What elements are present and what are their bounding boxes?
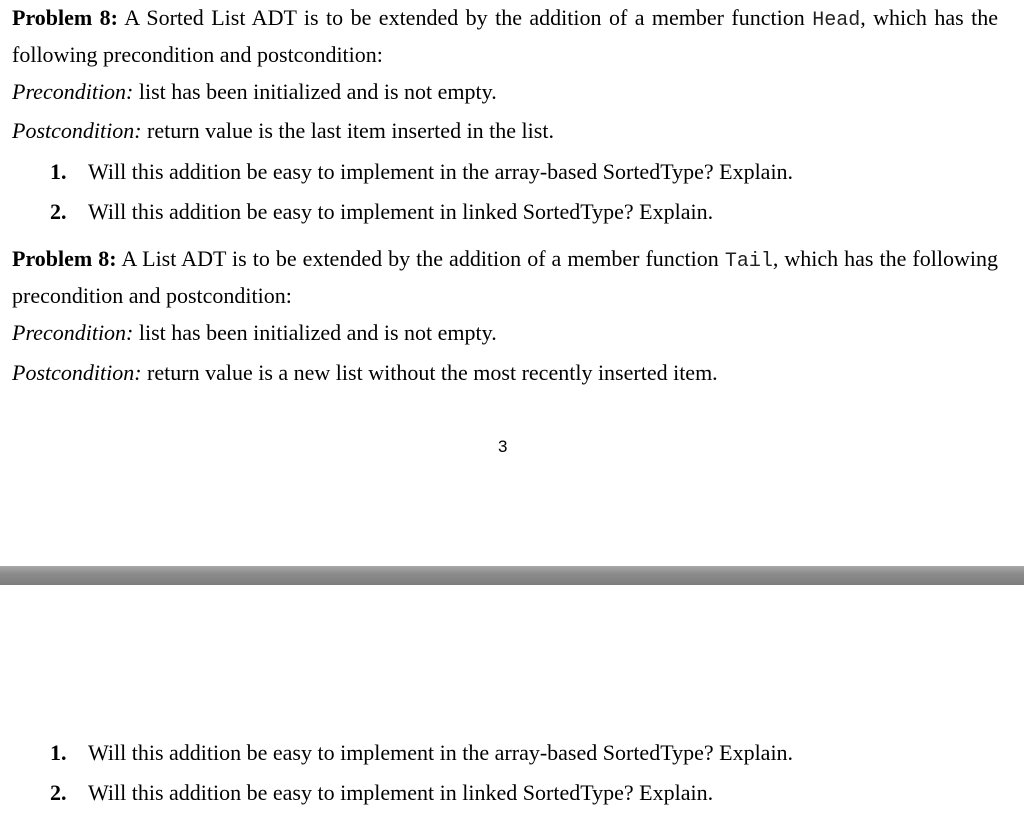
problem-b-function-name: Tail xyxy=(724,250,773,273)
problem-a-function-name: Head xyxy=(812,9,861,32)
list-number: 1. xyxy=(50,159,67,184)
problem-b-precondition-label: Precondition: xyxy=(12,320,134,345)
list-number: 2. xyxy=(50,780,67,805)
question-text: Will this addition be easy to implement in the array-based SortedType? Explain. xyxy=(88,740,794,765)
list-number: 1. xyxy=(50,740,67,765)
problem-b-postcondition-label: Postcondition: xyxy=(12,360,142,385)
problem-b-statement xyxy=(12,242,998,313)
problem-a-label: Problem 8: xyxy=(12,5,119,30)
problem-a-precondition xyxy=(12,79,497,105)
problem-a-precondition-label: Precondition: xyxy=(12,79,134,104)
page-separator xyxy=(0,566,1024,585)
problem-b-precondition-text: list has been initialized and is not empty. xyxy=(133,320,497,345)
problem-a-postcondition-text: return value is the last item inserted in the list. xyxy=(141,118,554,143)
document-page-bottom xyxy=(0,585,1024,819)
problem-b-question-2 xyxy=(50,780,713,806)
problem-b-postcondition-text: return value is a new list without the most recently inserted item. xyxy=(141,360,718,385)
problem-a-intro-rest: , which has the following precondition and postcondition: xyxy=(12,5,999,67)
problem-b-intro-rest: , which has the following precondition and postcondition: xyxy=(12,246,998,308)
problem-b-label: Problem 8: xyxy=(12,246,117,271)
problem-b-postcondition xyxy=(12,360,718,386)
question-text: Will this addition be easy to implement in linked SortedType? Explain. xyxy=(88,780,714,805)
problem-b-intro: A List ADT is to be extended by the addition of a member function xyxy=(116,246,725,271)
problem-a-postcondition xyxy=(12,118,554,144)
page-number: 3 xyxy=(498,437,508,456)
problem-a-statement xyxy=(12,1,998,72)
problem-a-intro: A Sorted List ADT is to be extended by the addition of a member function xyxy=(118,5,813,30)
problem-b-question-1 xyxy=(50,740,793,766)
problem-a-precondition-text: list has been initialized and is not empty. xyxy=(133,79,497,104)
question-text: Will this addition be easy to implement in the array-based SortedType? Explain. xyxy=(88,159,794,184)
problem-a-question-1 xyxy=(50,159,793,185)
problem-a-postcondition-label: Postcondition: xyxy=(12,118,142,143)
list-number: 2. xyxy=(50,199,67,224)
problem-a-question-2 xyxy=(50,199,713,225)
question-text: Will this addition be easy to implement in linked SortedType? Explain. xyxy=(88,199,714,224)
problem-b-precondition xyxy=(12,320,497,346)
